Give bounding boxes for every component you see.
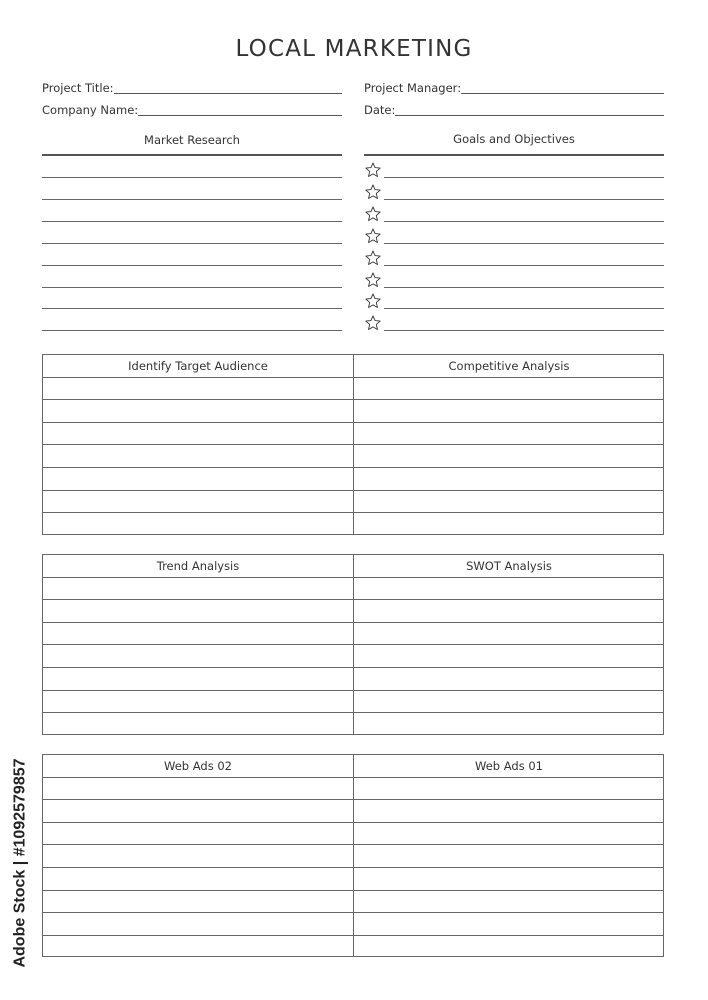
- project-manager-line[interactable]: [461, 93, 664, 94]
- goal-line[interactable]: [384, 330, 664, 331]
- table-row[interactable]: [43, 890, 663, 891]
- market-research-line[interactable]: [42, 221, 342, 222]
- table-row[interactable]: [43, 644, 663, 645]
- market-research-line[interactable]: [42, 243, 342, 244]
- table-column-heading: Trend Analysis: [156, 559, 240, 573]
- star-outline-icon[interactable]: [365, 293, 381, 309]
- table-row[interactable]: [43, 867, 663, 868]
- goal-line[interactable]: [384, 243, 664, 244]
- table-row[interactable]: [43, 912, 663, 913]
- table-row[interactable]: [43, 690, 663, 691]
- stock-watermark: [4, 738, 38, 988]
- table-column-heading: Identify Target Audience: [128, 359, 268, 373]
- company-name-line[interactable]: [138, 115, 342, 116]
- goal-line[interactable]: [384, 199, 664, 200]
- table-row[interactable]: [43, 935, 663, 936]
- market-research-line[interactable]: [42, 265, 342, 266]
- market-research-line[interactable]: [42, 287, 342, 288]
- analysis-table: [42, 754, 664, 957]
- market-research-line[interactable]: [42, 308, 342, 309]
- table-row[interactable]: [43, 490, 663, 491]
- company-name-field[interactable]: [42, 100, 342, 118]
- market-research-line[interactable]: [42, 177, 342, 178]
- table-column-heading: SWOT Analysis: [466, 559, 552, 573]
- watermark-text: Adobe Stock | #1092579857: [12, 758, 30, 968]
- star-outline-icon[interactable]: [365, 184, 381, 200]
- company-name-label: Company Name:: [42, 103, 139, 117]
- table-row[interactable]: [43, 822, 663, 823]
- table-row[interactable]: [43, 444, 663, 445]
- goal-line[interactable]: [384, 177, 664, 178]
- table-row[interactable]: [43, 599, 663, 600]
- market-research-heading-rule: [42, 154, 342, 156]
- table-row[interactable]: [43, 799, 663, 800]
- project-title-label: Project Title:: [42, 81, 114, 95]
- project-manager-label: Project Manager:: [364, 81, 462, 95]
- star-outline-icon[interactable]: [365, 162, 381, 178]
- table-row[interactable]: [43, 377, 663, 378]
- table-row[interactable]: [43, 622, 663, 623]
- table-row[interactable]: [43, 667, 663, 668]
- table-row[interactable]: [43, 712, 663, 713]
- market-research-line[interactable]: [42, 199, 342, 200]
- page-title: LOCAL MARKETING: [235, 36, 473, 62]
- table-row[interactable]: [43, 399, 663, 400]
- star-outline-icon[interactable]: [365, 315, 381, 331]
- market-research-line[interactable]: [42, 330, 342, 331]
- project-title-line[interactable]: [114, 93, 342, 94]
- star-outline-icon[interactable]: [365, 228, 381, 244]
- table-column-heading: Web Ads 01: [475, 759, 543, 773]
- project-manager-field[interactable]: [364, 78, 664, 96]
- goal-line[interactable]: [384, 308, 664, 309]
- goals-heading-rule: [364, 154, 664, 156]
- star-outline-icon[interactable]: [365, 272, 381, 288]
- table-column-heading: Web Ads 02: [164, 759, 232, 773]
- table-row[interactable]: [43, 577, 663, 578]
- date-label: Date:: [364, 103, 396, 117]
- table-row[interactable]: [43, 512, 663, 513]
- table-row[interactable]: [43, 777, 663, 778]
- analysis-table: [42, 554, 664, 735]
- table-row[interactable]: [43, 467, 663, 468]
- table-row[interactable]: [43, 422, 663, 423]
- date-field[interactable]: [364, 100, 664, 118]
- table-column-heading: Competitive Analysis: [448, 359, 570, 373]
- market-research-heading: Market Research: [144, 133, 240, 147]
- project-title-field[interactable]: [42, 78, 342, 96]
- goal-line[interactable]: [384, 265, 664, 266]
- table-column-divider: [353, 755, 354, 956]
- analysis-table: [42, 354, 664, 535]
- goal-line[interactable]: [384, 221, 664, 222]
- goals-heading: Goals and Objectives: [453, 132, 575, 146]
- goal-line[interactable]: [384, 287, 664, 288]
- table-row[interactable]: [43, 844, 663, 845]
- star-outline-icon[interactable]: [365, 250, 381, 266]
- star-outline-icon[interactable]: [365, 206, 381, 222]
- date-line[interactable]: [395, 115, 664, 116]
